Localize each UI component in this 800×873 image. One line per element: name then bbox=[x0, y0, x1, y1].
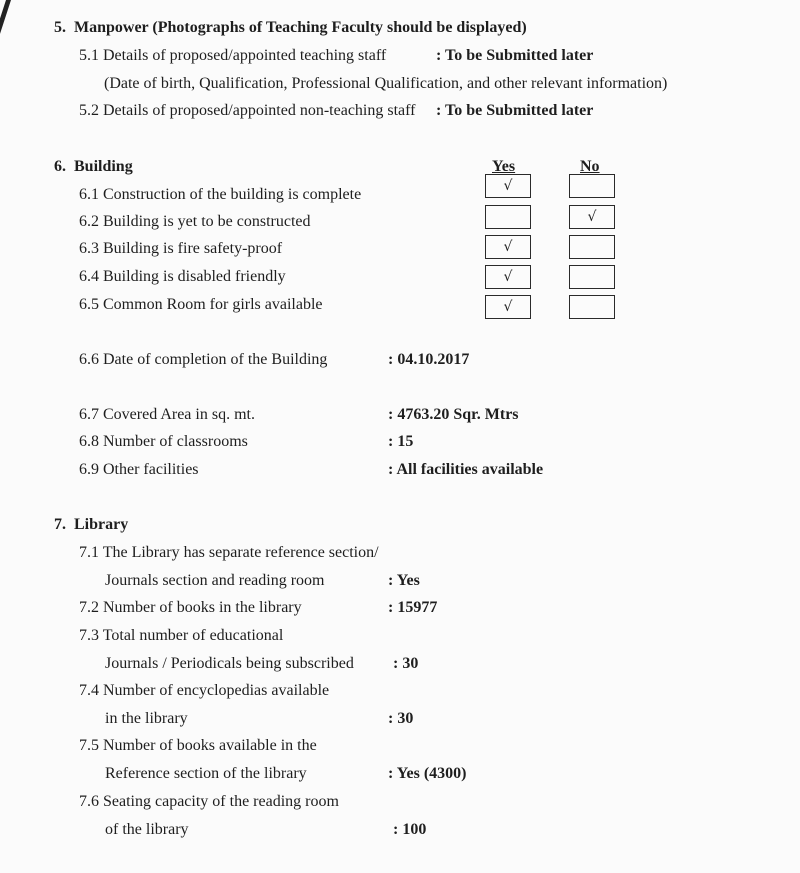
section-5-title: 5. Manpower (Photographs of Teaching Faculty should be displayed) bbox=[54, 19, 527, 36]
item-6-8-value: : 15 bbox=[388, 433, 414, 450]
item-7-3-label-line2: Journals / Periodicals being subscribed bbox=[105, 655, 354, 672]
item-6-7-value: : 4763.20 Sqr. Mtrs bbox=[388, 406, 519, 423]
item-7-5-value: : Yes (4300) bbox=[388, 765, 467, 782]
item-6-3-yes-box: √ bbox=[485, 235, 531, 259]
item-6-8-label: 6.8 Number of classrooms bbox=[79, 433, 248, 450]
item-6-4-no-box bbox=[569, 265, 615, 289]
item-7-3-value: : 30 bbox=[393, 655, 419, 672]
item-6-9-label: 6.9 Other facilities bbox=[79, 461, 199, 478]
item-7-4-value: : 30 bbox=[388, 710, 414, 727]
section-7-title: 7. Library bbox=[54, 516, 129, 533]
item-5-1-note: (Date of birth, Qualification, Professional Qualification, and other relevant information) bbox=[104, 75, 668, 92]
yes-column-header: Yes bbox=[492, 158, 516, 175]
item-5-1-label: 5.1 Details of proposed/appointed teaching staff bbox=[79, 47, 387, 64]
item-7-1-value: : Yes bbox=[388, 572, 420, 589]
item-7-6-label-line1: 7.6 Seating capacity of the reading room bbox=[79, 793, 339, 810]
item-7-5-label-line1: 7.5 Number of books available in the bbox=[79, 737, 317, 754]
item-6-4-yes-box: √ bbox=[485, 265, 531, 289]
margin-pen-mark bbox=[0, 0, 11, 62]
item-7-1-label-line1: 7.1 The Library has separate reference section/ bbox=[79, 544, 379, 561]
item-7-3-label-line1: 7.3 Total number of educational bbox=[79, 627, 284, 644]
item-6-6-value: : 04.10.2017 bbox=[388, 351, 470, 368]
item-7-4-label-line1: 7.4 Number of encyclopedias available bbox=[79, 682, 330, 699]
item-6-1-label: 6.1 Construction of the building is complete bbox=[79, 186, 362, 203]
item-6-5-label: 6.5 Common Room for girls available bbox=[79, 296, 323, 313]
item-7-6-label-line2: of the library bbox=[105, 821, 189, 838]
no-column-header: No bbox=[580, 158, 600, 175]
item-5-1-value: : To be Submitted later bbox=[436, 47, 594, 64]
item-6-2-yes-box bbox=[485, 205, 531, 229]
item-7-5-label-line2: Reference section of the library bbox=[105, 765, 307, 782]
item-6-1-no-box bbox=[569, 174, 615, 198]
item-7-2-value: : 15977 bbox=[388, 599, 438, 616]
item-6-5-no-box bbox=[569, 295, 615, 319]
section-6-title: 6. Building bbox=[54, 158, 133, 175]
item-7-4-label-line2: in the library bbox=[105, 710, 188, 727]
item-6-2-label: 6.2 Building is yet to be constructed bbox=[79, 213, 311, 230]
item-6-1-yes-box: √ bbox=[485, 174, 531, 198]
item-7-2-label: 7.2 Number of books in the library bbox=[79, 599, 302, 616]
item-6-6-label: 6.6 Date of completion of the Building bbox=[79, 351, 328, 368]
item-6-2-no-box: √ bbox=[569, 205, 615, 229]
item-6-7-label: 6.7 Covered Area in sq. mt. bbox=[79, 406, 255, 423]
item-6-3-label: 6.3 Building is fire safety-proof bbox=[79, 240, 283, 257]
item-6-4-label: 6.4 Building is disabled friendly bbox=[79, 268, 286, 285]
item-6-9-value: : All facilities available bbox=[388, 461, 544, 478]
item-5-2-label: 5.2 Details of proposed/appointed non-teaching staff bbox=[79, 102, 416, 119]
item-5-2-value: : To be Submitted later bbox=[436, 102, 594, 119]
item-7-6-value: : 100 bbox=[393, 821, 427, 838]
item-6-5-yes-box: √ bbox=[485, 295, 531, 319]
item-6-3-no-box bbox=[569, 235, 615, 259]
item-7-1-label-line2: Journals section and reading room bbox=[105, 572, 325, 589]
